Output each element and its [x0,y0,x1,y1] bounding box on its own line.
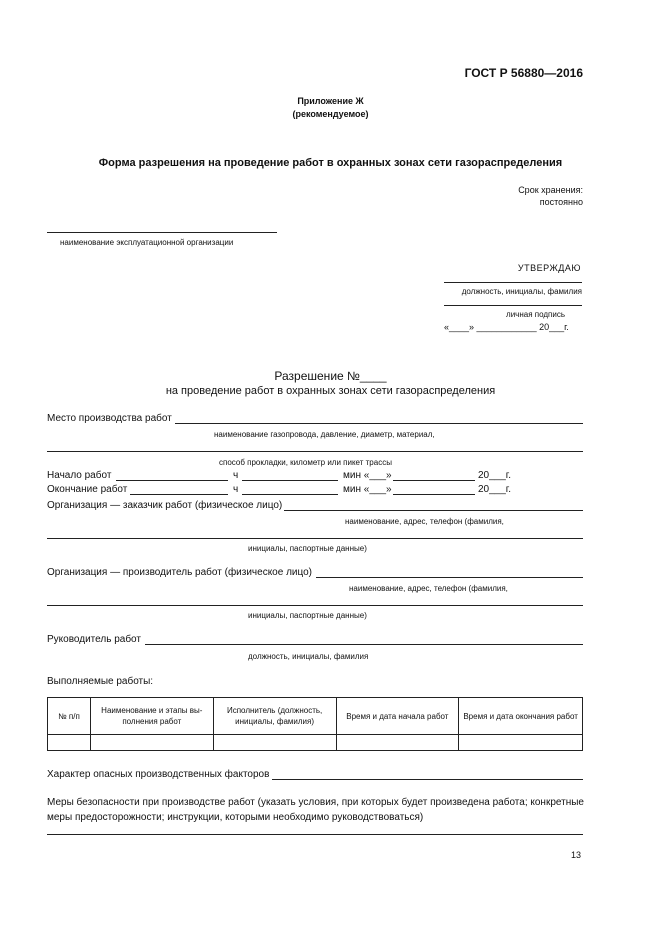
end-min-line [242,494,338,495]
form-title: Форма разрешения на проведение работ в охранных зонах сети газораспределения [98,157,563,169]
col-header-stages: Наименование и этапы вы- полнения работ [90,698,213,735]
col-header-start: Время и дата начала работ [336,698,459,735]
storage-label: Срок хранения: [518,185,583,195]
approve-position-caption: должность, инициалы, фамилия [461,287,582,296]
hazard-label: Характер опасных производственных факторов [47,769,270,780]
contractor-caption: наименование, адрес, телефон (фамилия, [349,584,508,593]
head-label: Руководитель работ [47,634,141,645]
approve-signature-caption: личная подпись [506,310,565,319]
end-year: 20___г. [478,484,512,495]
end-hour-unit: ч [233,484,239,495]
table-row [48,735,583,751]
storage-value: постоянно [539,197,583,207]
org-name-line [47,232,277,233]
approve-signature-line [444,305,582,306]
org-name-caption: наименование эксплуатационной организации [60,238,234,247]
permit-title: Разрешение №____ [274,369,387,383]
contractor-caption-2: инициалы, паспортные данные) [248,611,367,620]
end-month-line [393,494,475,495]
customer-caption: наименование, адрес, телефон (фамилия, [345,517,504,526]
table-cell[interactable] [90,735,213,751]
table-cell[interactable] [213,735,336,751]
place-line-2 [47,451,583,452]
col-header-end: Время и дата окончания работ [459,698,583,735]
safety-line-1: Меры безопасности при производстве работ (указать условия, при которых будет произведена работа; конкретные [47,797,584,808]
start-min-line [242,480,338,481]
customer-caption-2: инициалы, паспортные данные) [248,544,367,553]
col-header-executor: Исполнитель (должность, инициалы, фамилия) [213,698,336,735]
contractor-line [316,577,583,578]
place-line [175,423,583,424]
head-line [145,644,583,645]
table-cell[interactable] [459,735,583,751]
contractor-line-2 [47,605,583,606]
hazard-line [272,779,583,780]
customer-label: Организация — заказчик работ (физическое лицо) [47,500,283,511]
start-month-line [393,480,475,481]
place-caption: наименование газопровода, давление, диаметр, материал, [214,430,435,439]
start-min-unit: мин «___» [343,470,392,481]
start-year: 20___г. [478,470,512,481]
contractor-label: Организация — производитель работ (физическое лицо) [47,567,313,578]
place-caption-2: способ прокладки, километр или пикет трассы [219,458,392,467]
approve-title: УТВЕРЖДАЮ [517,263,581,273]
page-number: 13 [570,850,581,860]
place-label: Место производства работ [47,413,172,424]
end-label: Окончание работ [47,484,128,495]
col-header-number: № п/п [48,698,91,735]
permit-subtitle: на проведение работ в охранных зонах сети газораспределения [165,385,496,397]
start-hour-unit: ч [233,470,239,481]
customer-line [284,510,583,511]
safety-fill-line [47,834,583,835]
table-header-row [48,698,583,735]
end-hour-line [130,494,228,495]
approve-date: «____» ____________ 20___г. [444,322,569,332]
start-hour-line [116,480,228,481]
end-min-unit: мин «___» [343,484,392,495]
approve-position-line [444,282,582,283]
appendix-note: (рекомендуемое) [292,109,369,119]
works-label: Выполняемые работы: [47,676,154,687]
works-table [47,697,583,751]
customer-line-2 [47,538,583,539]
head-caption: должность, инициалы, фамилия [248,652,369,661]
standard-number: ГОСТ Р 56880—2016 [464,66,583,80]
table-cell[interactable] [48,735,91,751]
appendix-title: Приложение Ж [297,96,364,106]
table-cell[interactable] [336,735,459,751]
start-label: Начало работ [47,470,112,481]
safety-line-2: меры предосторожности; инструкции, которыми необходимо руководствоваться) [47,812,424,823]
